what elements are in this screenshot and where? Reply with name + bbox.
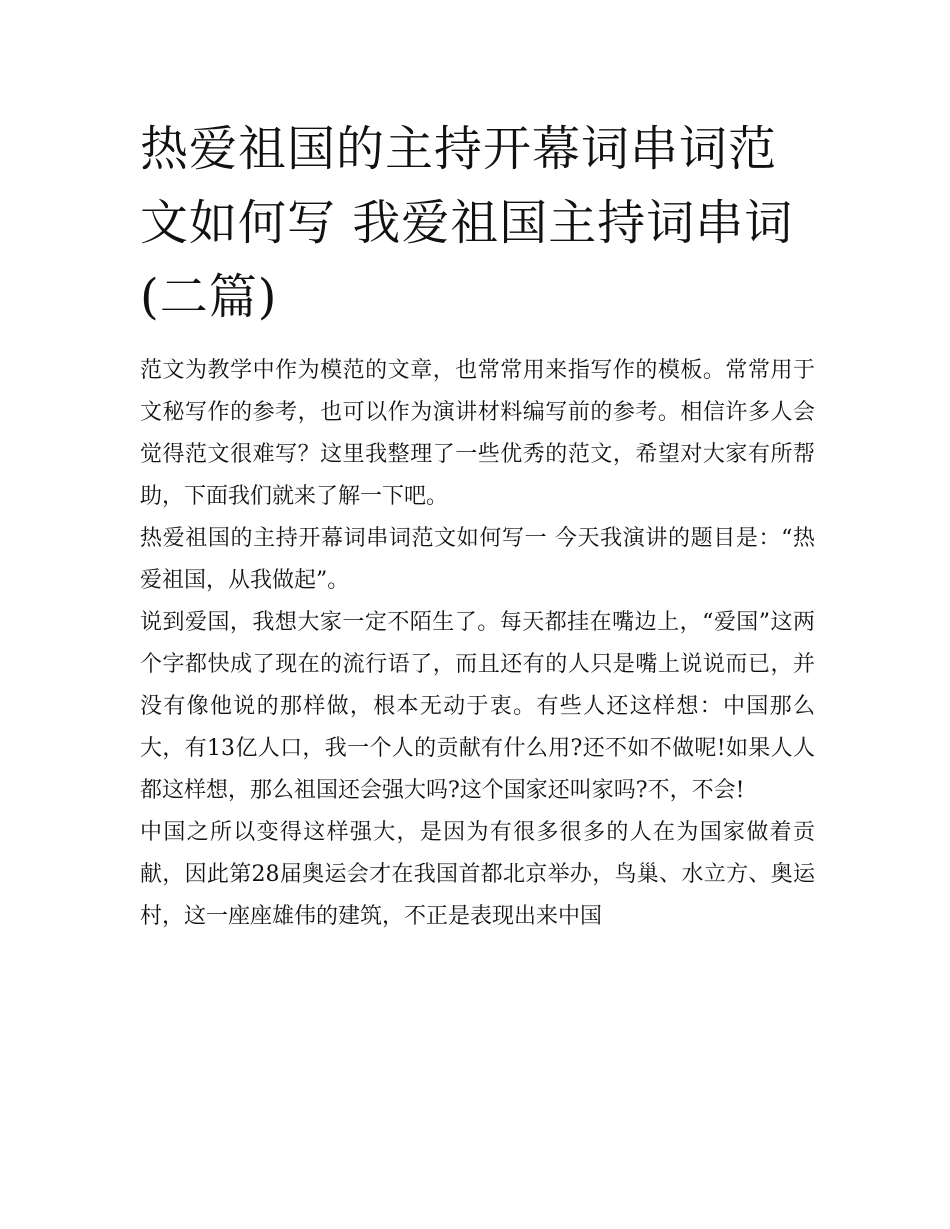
document-title: 热爱祖国的主持开幕词串词范文如何写 我爱祖国主持词串词(二篇) [140,121,794,325]
document-page [140,112,815,938]
body-paragraph-intro: 范文为教学中作为模范的文章，也常常用来指写作的模板。常常用于文秘写作的参考，也可以作为演讲材料编写前的参考。相信许多人会觉得范文很难写？这里我整理了一些优秀的范文，希望对大家有所帮助，下面我们就来了解一下吧。 [140,358,815,509]
body-paragraph-patriotism: 说到爱国，我想大家一定不陌生了。每天都挂在嘴边上，“爱国”这两个字都快成了现在的流行语了，而且还有的人只是嘴上说说而已，并没有像他说的那样做，根本无动于衷。有些人还这样想：中国那么大，有13亿人口，我一个人的贡献有什么用?还不如不做呢!如果人人都这样想，那么祖国还会强大吗?这个国家还叫家吗?不，不会! [140,610,815,803]
body-paragraph-speech-topic: 热爱祖国的主持开幕词串词范文如何写一 今天我演讲的题目是：“热爱祖国，从我做起”。 [140,526,815,593]
body-paragraph-olympics: 中国之所以变得这样强大，是因为有很多很多的人在为国家做着贡献，因此第28届奥运会才在我国首都北京举办，鸟巢、水立方、奥运村，这一座座雄伟的建筑，不正是表现出来中国 [140,820,815,929]
